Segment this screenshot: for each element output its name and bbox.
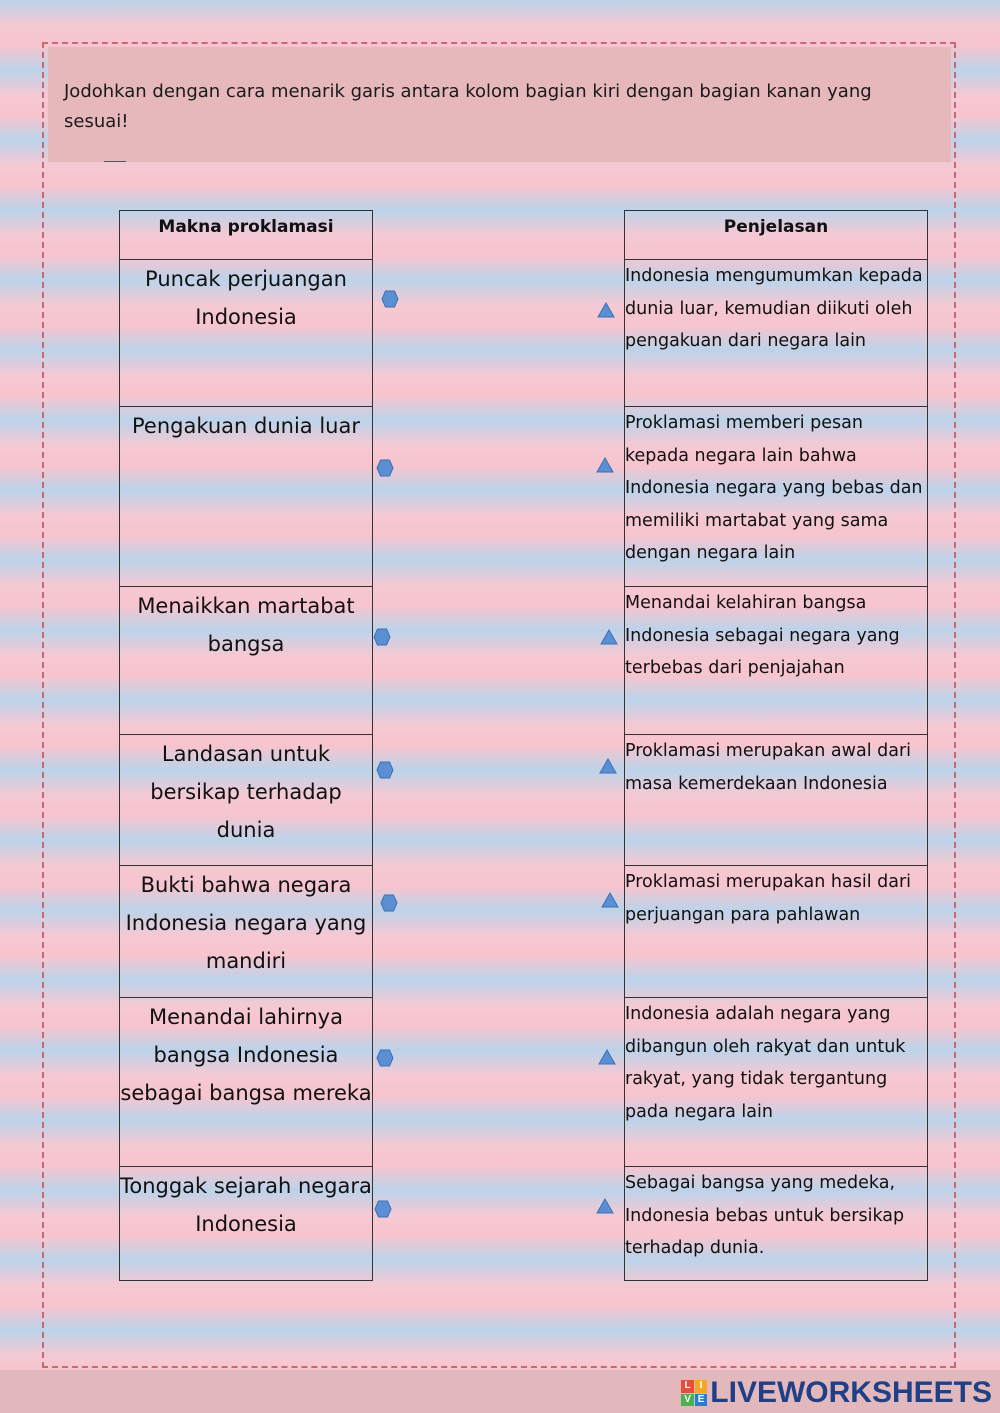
right-item-5: Proklamasi merupakan hasil dari perjuangan para pahlawan (625, 866, 928, 998)
instruction-box (48, 47, 951, 162)
decorative-dash (104, 161, 126, 162)
right-column-header: Penjelasan (625, 211, 928, 260)
right-connector-1[interactable] (597, 302, 615, 318)
right-item-7: Sebagai bangsa yang medeka, Indonesia bebas untuk bersikap terhadap dunia. (625, 1167, 928, 1281)
left-item-2: Pengakuan dunia luar (120, 407, 373, 587)
left-column-header: Makna proklamasi (120, 211, 373, 260)
right-connector-7[interactable] (596, 1198, 614, 1214)
instruction-text: Jodohkan dengan cara menarik garis antara kolom bagian kiri dengan bagian kanan yang sesuai! (64, 81, 872, 132)
left-item-4: Landasan untuk bersikap terhadap dunia (120, 735, 373, 866)
right-item-3: Menandai kelahiran bangsa Indonesia sebagai negara yang terbebas dari penjajahan (625, 587, 928, 735)
right-item-2: Proklamasi memberi pesan kepada negara lain bahwa Indonesia negara yang bebas dan memiliki martabat yang sama dengan negara lain (625, 407, 928, 587)
left-item-5: Bukti bahwa negara Indonesia negara yang mandiri (120, 866, 373, 998)
brand-logo[interactable] (681, 1374, 992, 1412)
right-connector-2[interactable] (596, 457, 614, 473)
left-connector-4[interactable] (376, 761, 394, 779)
left-column-table (119, 210, 373, 1281)
left-connector-1[interactable] (381, 290, 399, 308)
right-connector-5[interactable] (601, 892, 619, 908)
right-item-4: Proklamasi merupakan awal dari masa kemerdekaan Indonesia (625, 735, 928, 866)
left-item-3: Menaikkan martabat bangsa (120, 587, 373, 735)
left-connector-2[interactable] (376, 459, 394, 477)
left-item-7: Tonggak sejarah negara Indonesia (120, 1167, 373, 1281)
left-connector-3[interactable] (373, 628, 391, 646)
left-connector-6[interactable] (376, 1049, 394, 1067)
brand-name: LIVEWORKSHEETS (710, 1376, 992, 1409)
right-item-1: Indonesia mengumumkan kepada dunia luar, kemudian diikuti oleh pengakuan dari negara lain (625, 260, 928, 407)
liveworksheets-logo-icon: L I V E (681, 1380, 707, 1406)
right-column-table (624, 210, 928, 1281)
right-item-6: Indonesia adalah negara yang dibangun oleh rakyat dan untuk rakyat, yang tidak tergantung pada negara lain (625, 998, 928, 1167)
left-item-6: Menandai lahirnya bangsa Indonesia sebagai bangsa mereka (120, 998, 373, 1167)
right-connector-6[interactable] (598, 1049, 616, 1065)
right-connector-3[interactable] (600, 629, 618, 645)
left-connector-5[interactable] (380, 894, 398, 912)
left-item-1: Puncak perjuangan Indonesia (120, 260, 373, 407)
right-connector-4[interactable] (599, 758, 617, 774)
left-connector-7[interactable] (374, 1200, 392, 1218)
